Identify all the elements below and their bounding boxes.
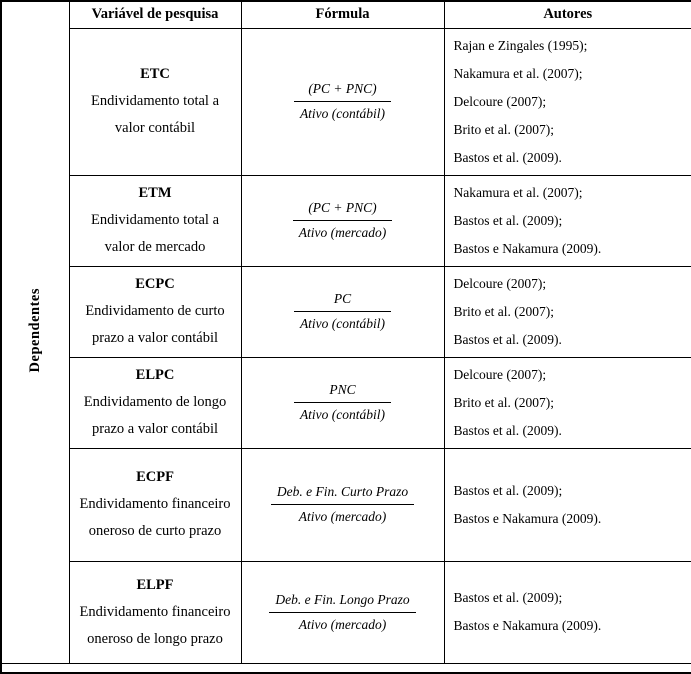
author-citation: Bastos et al. (2009); [453, 590, 563, 605]
variable-description: Endividamento de longo prazo a valor contábil [83, 394, 227, 437]
variable-cell [69, 175, 241, 266]
variable-code: ECPF [136, 469, 174, 485]
author-citation: Bastos e Nakamura (2009). [453, 510, 602, 526]
authors-cell [444, 448, 691, 561]
formula-cell [241, 266, 444, 357]
formula-fraction [294, 80, 391, 122]
author-citation: Bastos et al. (2009); [453, 482, 563, 498]
author-citation: Bastos et al. (2009). [453, 331, 562, 347]
table-row-elpf [1, 561, 691, 663]
variable-code: ELPC [135, 367, 175, 383]
variable-description: Endividamento de curto prazo a valor contábil [85, 303, 225, 346]
header-authors: Autores [444, 1, 691, 28]
author-citation: Delcoure (2007); [453, 366, 547, 382]
row-group-cell [1, 1, 69, 663]
author-citation: Bastos et al. (2009). [453, 149, 562, 165]
variable-cell [69, 266, 241, 357]
formula-cell [241, 448, 444, 561]
authors-cell [444, 28, 691, 175]
table-row-ecpc [1, 266, 691, 357]
formula-fraction [293, 199, 393, 241]
author-citation: Rajan e Zingales (1995); [453, 37, 588, 53]
authors-cell [444, 266, 691, 357]
table-row-ecpf [1, 448, 691, 561]
formula-numerator: Deb. e Fin. Curto Prazo [271, 483, 414, 505]
bottom-spacer-row [1, 663, 691, 673]
variable-cell [69, 561, 241, 663]
formula-numerator: (PC + PNC) [293, 199, 393, 221]
formula-numerator: PC [294, 290, 391, 312]
header-variable: Variável de pesquisa [69, 1, 241, 28]
author-citation: Brito et al. (2007); [453, 121, 554, 137]
formula-numerator: (PC + PNC) [294, 80, 391, 102]
author-citation: Brito et al. (2007); [453, 394, 554, 410]
formula-fraction [271, 483, 414, 525]
author-citation: Delcoure (2007); [453, 275, 547, 291]
variable-cell [69, 448, 241, 561]
variable-description: Endividamento financeiro oneroso de curto prazo [79, 496, 231, 539]
author-citation: Bastos e Nakamura (2009). [453, 618, 602, 633]
variable-code: ECPC [135, 276, 175, 292]
formula-fraction [294, 290, 391, 332]
formula-denominator: Ativo (mercado) [298, 225, 387, 240]
table-row-etc [1, 28, 691, 175]
author-citation: Brito et al. (2007); [453, 303, 554, 319]
variable-code: ELPF [136, 576, 174, 593]
formula-denominator: Ativo (contábil) [299, 407, 386, 422]
author-citation: Bastos et al. (2009); [453, 212, 563, 228]
variable-description: Endividamento total a valor contábil [90, 93, 220, 136]
formula-fraction [294, 381, 391, 423]
formula-numerator: PNC [294, 381, 391, 403]
author-citation: Nakamura et al. (2007); [453, 184, 583, 200]
table-row-etm [1, 175, 691, 266]
bottom-spacer-cell [1, 663, 691, 673]
formula-cell [241, 28, 444, 175]
variable-description: Endividamento total a valor de mercado [90, 212, 220, 255]
variable-description: Endividamento financeiro oneroso de longo prazo [79, 603, 231, 647]
variable-code: ETM [138, 185, 172, 201]
variable-cell [69, 357, 241, 448]
authors-cell [444, 175, 691, 266]
author-citation: Nakamura et al. (2007); [453, 65, 583, 81]
author-citation: Bastos et al. (2009). [453, 422, 562, 438]
authors-cell [444, 561, 691, 663]
table-row-elpc [1, 357, 691, 448]
header-formula: Fórmula [241, 1, 444, 28]
header-row [1, 1, 691, 28]
row-group-label: Dependentes [26, 287, 43, 372]
variable-code: ETC [140, 66, 170, 82]
authors-cell [444, 357, 691, 448]
formula-denominator: Ativo (contábil) [299, 106, 386, 121]
formula-fraction [269, 591, 415, 633]
formula-cell [241, 561, 444, 663]
formula-denominator: Ativo (contábil) [299, 316, 386, 331]
formula-numerator: Deb. e Fin. Longo Prazo [269, 591, 415, 613]
author-citation: Bastos e Nakamura (2009). [453, 240, 602, 256]
variable-cell [69, 28, 241, 175]
formula-denominator: Ativo (mercado) [298, 616, 387, 632]
author-citation: Delcoure (2007); [453, 93, 547, 109]
formula-cell [241, 357, 444, 448]
formula-cell [241, 175, 444, 266]
formula-denominator: Ativo (mercado) [298, 509, 387, 524]
